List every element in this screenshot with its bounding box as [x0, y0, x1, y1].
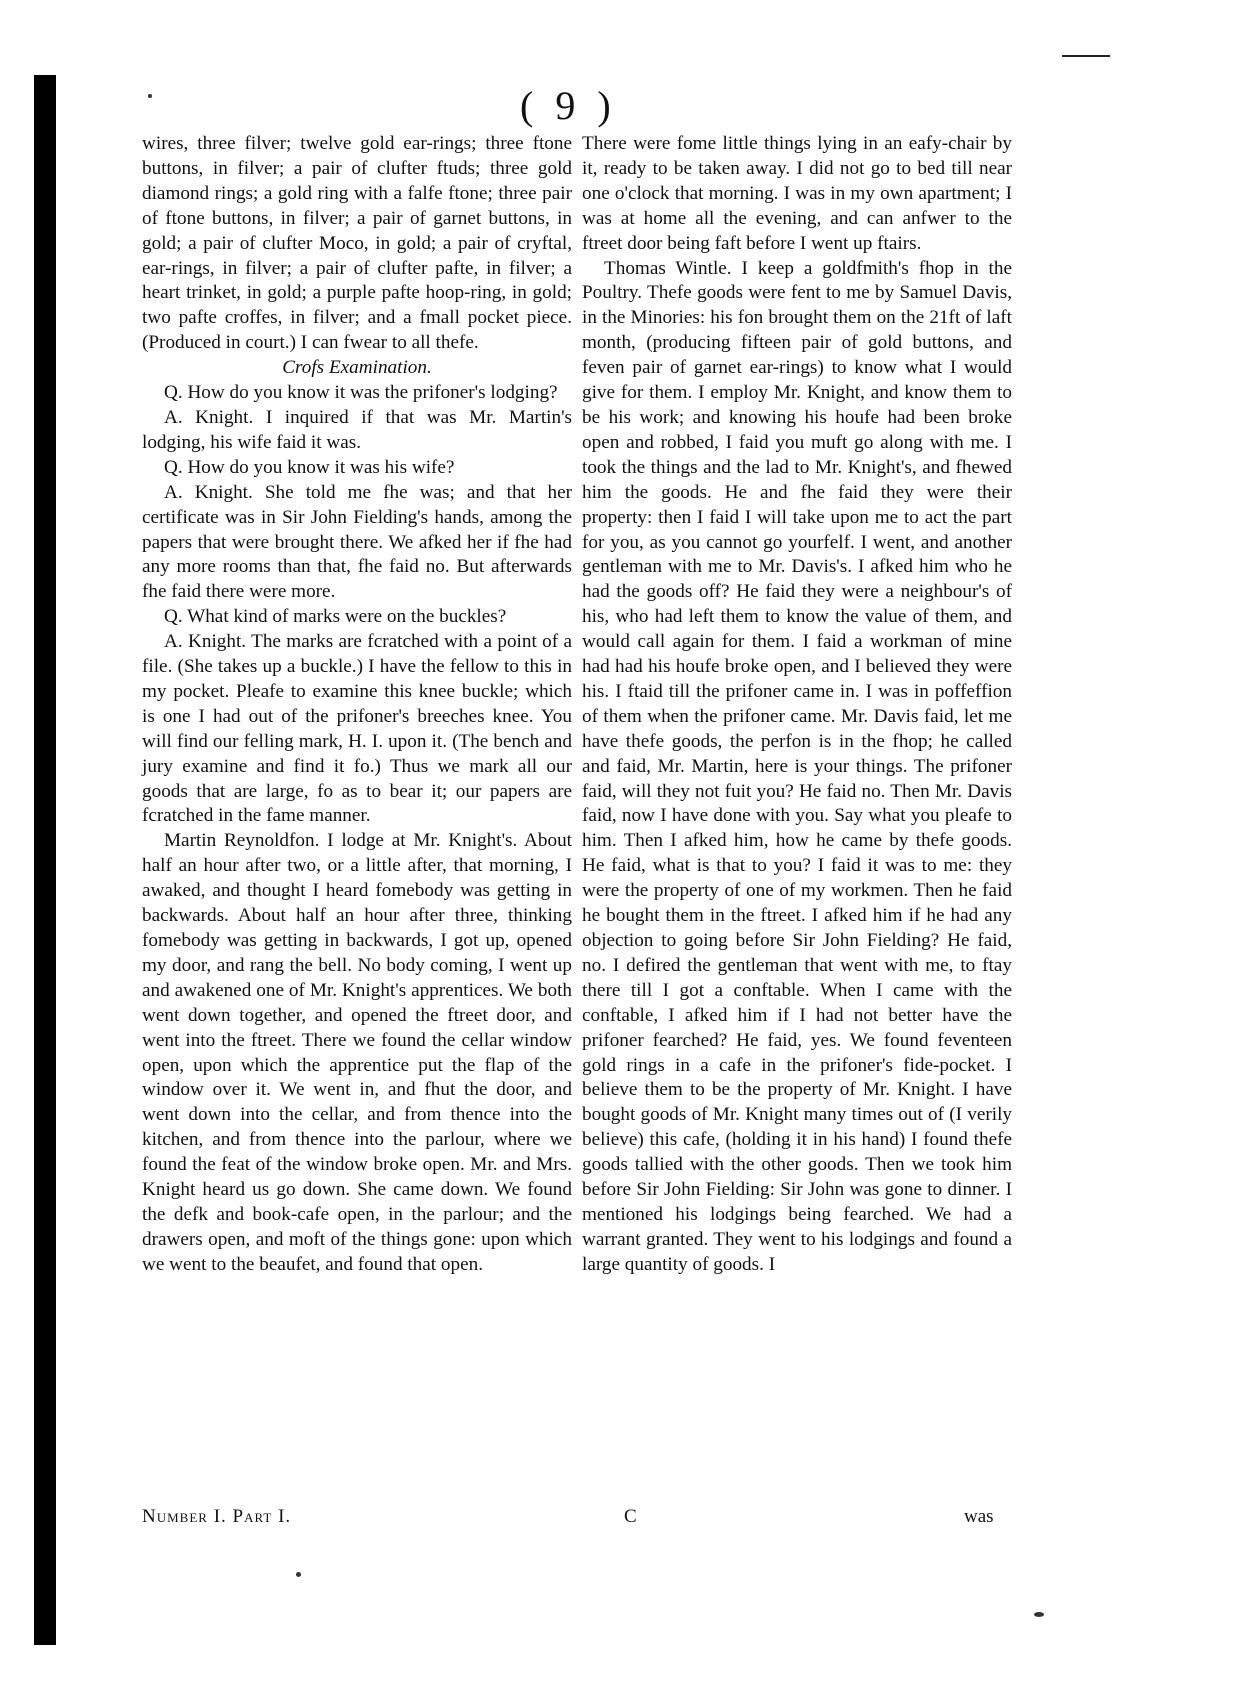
paragraph: A. Knight. I inquired if that was Mr. Martin's lodging, his wife faid it was.: [142, 406, 572, 453]
right-column: [582, 132, 1012, 1278]
paragraph: A. Knight. The marks are fcratched with a point of a file. (She takes up a buckle.) I have the fellow to this in my pocket. Pleafe to examine this knee buckle; which is one I had out of the prifoner's breeches knee. You will find our felling mark, H. I. upon it. (The bench and jury examine and find it fo.) Thus we mark all our goods that are large, fo as to bear it; our papers are fcratched in the fame manner.: [142, 631, 572, 827]
ink-speck: [296, 1572, 301, 1577]
gathering-signature: C: [624, 1506, 637, 1527]
ink-speck: [1034, 1612, 1044, 1617]
paragraph: wires, three filver; twelve gold ear-rings; three ftone buttons, in filver; a pair of clufter ftuds; three gold diamond rings; a gold ring with a falfe ftone; three pair of ftone buttons, in filver; a pair of garnet buttons, in gold; a pair of clufter Moco, in gold; a pair of cryftal, ear-rings, in filver; a pair of clufter pafte, in filver; a heart trinket, in gold; a purple pafte hoop-ring, in gold; two pafte croffes, in filver; and a fmall pocket piece. (Produced in court.) I can fwear to all thefe.: [142, 133, 572, 354]
paragraph: A. Knight. She told me fhe was; and that her certificate was in Sir John Fielding's hands, among the papers that were brought there. We afked her if fhe had any more rooms than that, fhe faid no. But afterwards fhe faid there were more.: [142, 481, 572, 603]
page-number: ( 9 ): [520, 83, 617, 128]
binding-edge: [34, 75, 56, 1645]
left-column: [142, 132, 572, 1278]
paragraph: Q. What kind of marks were on the buckles?: [164, 606, 507, 628]
paragraph: Martin Reynoldfon. I lodge at Mr. Knight's. About half an hour after two, or a little after, that morning, I awaked, and thought I heard fomebody was getting in backwards. About half an hour after three, thinking fomebody was getting in backwards, I got up, opened my door, and rang the bell. No body coming, I went up and awakened one of Mr. Knight's apprentices. We both went down together, and opened the ftreet door, and went into the ftreet. There we found the cellar window open, upon which the apprentice put the flap of the window over it. We went in, and fhut the door, and went down into the cellar, and from thence into the kitchen, and from thence into the parlour, where we found the feat of the window broke open. Mr. and Mrs. Knight heard us go down. She came down. We found the defk and book-cafe open, in the parlour; and the drawers open, and moft of the things gone: upon which we went to the beaufet, and found that open.: [142, 830, 572, 1275]
section-heading: Crofs Examination.: [282, 357, 432, 379]
catchword: was: [964, 1506, 994, 1527]
paragraph: Q. How do you know it was the prifoner's lodging?: [164, 382, 558, 404]
ink-speck: [148, 94, 152, 98]
signature-mark: Number I. Part I.: [142, 1506, 292, 1527]
paragraph: There were fome little things lying in an eafy-chair by it, ready to be taken away. I did not go to bed till near one o'clock that morning. I was in my own apartment; I was at home all the evening, and can anfwer to the ftreet door being faft before I went up ftairs.: [582, 133, 1012, 254]
top-rule: [1062, 55, 1110, 57]
paragraph: Thomas Wintle. I keep a goldfmith's fhop in the Poultry. Thefe goods were fent to me by Samuel Davis, in the Minories: his fon brought them on the 21ft of laft month, (producing fifteen pair of gold buttons, and feven pair of garnet ear-rings) to know what I would give for them. I employ Mr. Knight, and know them to be his work; and knowing his houfe had been broke open and robbed, I faid you muft go along with me. I took the things and the lad to Mr. Knight's, and fhewed him the goods. He and fhe faid they were their property: then I faid I will take upon me to act the part for you, as you cannot go yourfelf. I went, and another gentleman with me to Mr. Davis's. I afked him who he had the goods off? He faid they were a neighbour's of his, who had left them to know the value of them, and would call again for them. I faid a workman of mine had had his houfe broke open, and I believed they were his. I ftaid till the prifoner came in. I was in poffeffion of them when the prifoner came. Mr. Davis faid, let me have thefe goods, the perfon is in the fhop; he called and faid, Mr. Martin, here is your things. The prifoner faid, will they not fuit you? He faid no. Then Mr. Davis faid, now I have done with you. Say what you pleafe to him. Then I afked him, how he came by thefe goods. He faid, what is that to you? I faid it was to me: they were the property of one of my workmen. Then he faid he bought them in the ftreet. I afked him if he had any objection to going before Sir John Fielding? He faid, no. I defired the gentleman that went with me, to ftay there till I got a conftable. When I came with the conftable, I afked him if I had not better have the prifoner fearched? He faid, yes. We found feventeen gold rings in a cafe in the prifoner's fide-pocket. I believe them to be the property of Mr. Knight. I have bought goods of Mr. Knight many times out of (I verily believe) this cafe, (holding it in his hand) I found thefe goods tallied with the other goods. Then we took him before Sir John Fielding: Sir John was gone to dinner. I mentioned his lodgings being fearched. We had a warrant granted. They went to his lodgings and found a large quantity of goods. I: [582, 257, 1012, 1275]
paragraph: Q. How do you know it was his wife?: [164, 456, 455, 478]
